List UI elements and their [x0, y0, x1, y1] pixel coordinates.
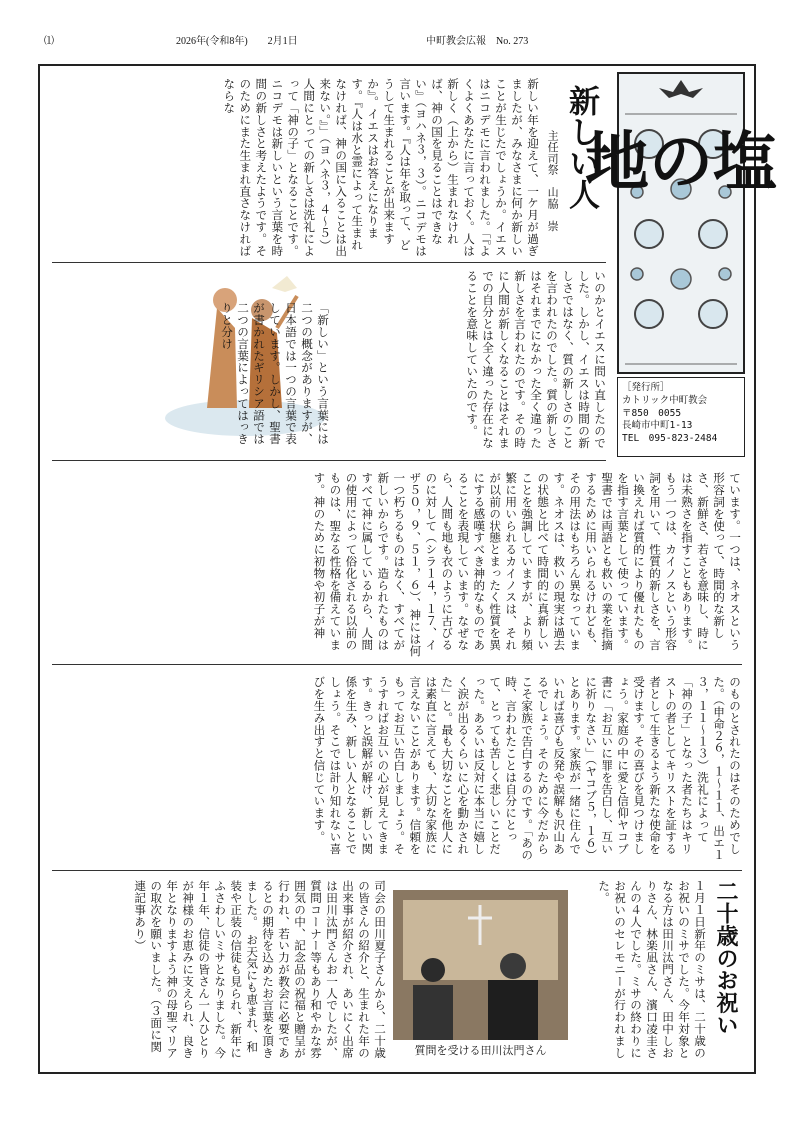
article-title: 新しい人 [563, 85, 599, 211]
divider [52, 262, 606, 263]
article1-column-3: 「新しい」という言葉には二つの概念がありますが、日本語では一つの言葉で表しています。しかし、聖書が書かれたギリシア語では二つの言葉によってはっきりと分け [220, 302, 330, 445]
article2-column-2-3 [52, 880, 387, 1060]
article2-title: 二十歳のお祝い [713, 880, 739, 1037]
photo-caption: 質問を受ける田川汰門さん [414, 1045, 547, 1057]
publication-name: 中町教会広報 No. 273 [426, 36, 529, 47]
article2-column-3: お天気にも恵まれ、和装や正装の信徒も見られ、新年にふさわしいミサとなりました。今年１年、信徒の皆さん一人ひとりが神様のお恵みに支えられ、良き年となりますよう神の母聖マリアの取次を願いました。（３面に関連記事あり） [133, 880, 260, 1059]
article1-column-4: ています。一つは、ネオスという形容詞を使って、時間的な新しさ、新鮮さ、若さを意味し、時には未熟さを指すこともあります。もう一つは、カイノスという形容詞を用いて、性質的新しさを、言い換えれば質的により優れたものを指す言葉として使っています。聖書では両語とも救いの業を指摘するために用いられるけれども、その用法はもちろん異なっています。ネオスは、救いの現実は過去の状態と比べて時間的に真新しいことを強調していますが、より頻繁に用いられるカイノスは、それが以前の状態とまったく性質を異にする感嘆すべき神的なものであることを表現しています。なぜなら、人間も地も衣のように古びるのに対して（シラ１４，１７、イザ５０，９、５１，６）、神には何一つ朽ちるものはなく、すべてが新しいからです。造られたものはすべて神に属しているから、人間の使用によって俗化される以前のものは、聖なる性格を備えています。神のために初物や初子が神 [312, 472, 742, 657]
masthead-char-1: 地の塩 [585, 125, 777, 200]
article2-column-1: １月１日新年のミサは、二十歳のお祝いのミサでした。今年対象となる方は田川汰門さん、田中しおりさん、林楽凪さん、濱口凌圭さんの４人でした。ミサの終わりにお祝いのセレモニーが行われました。 [597, 880, 707, 1059]
postal-code: 〒850 0055 [622, 407, 682, 419]
publisher-label: ［発行所］ [622, 382, 670, 393]
event-photo [393, 890, 568, 1040]
publisher-box [617, 377, 745, 457]
page-number: ⑴ [44, 36, 54, 47]
stained-glass-icon [585, 74, 777, 372]
article1-column-1: 新しい年を迎えて、一ケ月が過ぎましたが、みなさまに何か新しいことが生じたでしょうか。イエスはニコデモに言われました。「『よくよくあなたに言っておく。人は新しく（上から）生まれなければ、神の国を見ることはできない』（ヨハネ３，３）。ニコデモは言います。『人は年を取って、どうして生まれることが出来ますか』。イエスはお答えになります。『人は水と霊によって生まれなければ、神の国に入ることは出来ない。』」（ヨハネ３，４～５）人間にとっての新しさは洗礼によって「神の子」となることです。ニコデモは新しいという言葉を時間の新しさと考えたようです。そのためにまた生まれ直さなければならな [222, 78, 540, 257]
divider [52, 870, 742, 871]
article2-column-2: 司会の田川夏子さんから、二十歳の皆さんの紹介と、生まれた年の出来事が紹介され、あいにく出席は田川汰門さんお一人でしたが、質問コーナー等もあり和やかな雰囲気の中、記念品の祝福と贈呈が行われ、若い力が教会に必要であるとの期待を込めたお言葉を頂きました。 [245, 880, 387, 1059]
divider [52, 664, 742, 665]
article1-column-5: のものとされたのはそのためでした。（申命２６，１～１１、出エ１３，１１～１３）洗礼によって「神の子」となった者たちはキリストの者としてキリストを証する者として生きるよう新たな使命を受けます。その喜びを見つけましょう。家庭の中に愛と信仰ヤコブ書に「お互いに罪を告白し、互いに祈りなさい」（ヤコブ５，１６）とあります。家族が一緒に住んでいれば喜びも反発や誤解も沢山あるでしょう。そのために今だからこそ家族で告白するのです。「あの時、言われたことは自分にとって、とっても苦しく悲しいことだった。あるいは反対に本当に嬉しく涙が出るくらいに心を動かされた」と。最も大切なことを他人には素直に言えても、大切な家族に言えないことがあります。信頼をもってお互い告白しましょう。そうすればお互いの心が見えてきます。きっと誤解が解け、新しい関係を生み、新しい人となることでしょう。そこでは計り知れない喜びを生み出すと信じています。 [312, 676, 742, 861]
publisher-name: カトリック中町教会 [622, 394, 708, 406]
telephone: TEL 095-823-2484 [622, 433, 718, 445]
article1-column-2: いのかとイエスに問い直したのでした。しかし、イエスは時間の新しさではなく、質の新しさのことを言われたのでした。質の新しさはそれまでになかった全く違った新しさを言われたのです。その時に人間が新しくなることはそれまでの自分とは全く違った存在になることを意味していたのです。 [465, 270, 607, 449]
divider [52, 460, 606, 461]
issue-date: 2026年(令和8年) 2月1日 [176, 36, 298, 47]
article-byline: 主任司祭 山脇 崇 [546, 130, 560, 232]
address: 長崎市中町1-13 [622, 420, 693, 432]
masthead-stained-glass [585, 72, 777, 374]
